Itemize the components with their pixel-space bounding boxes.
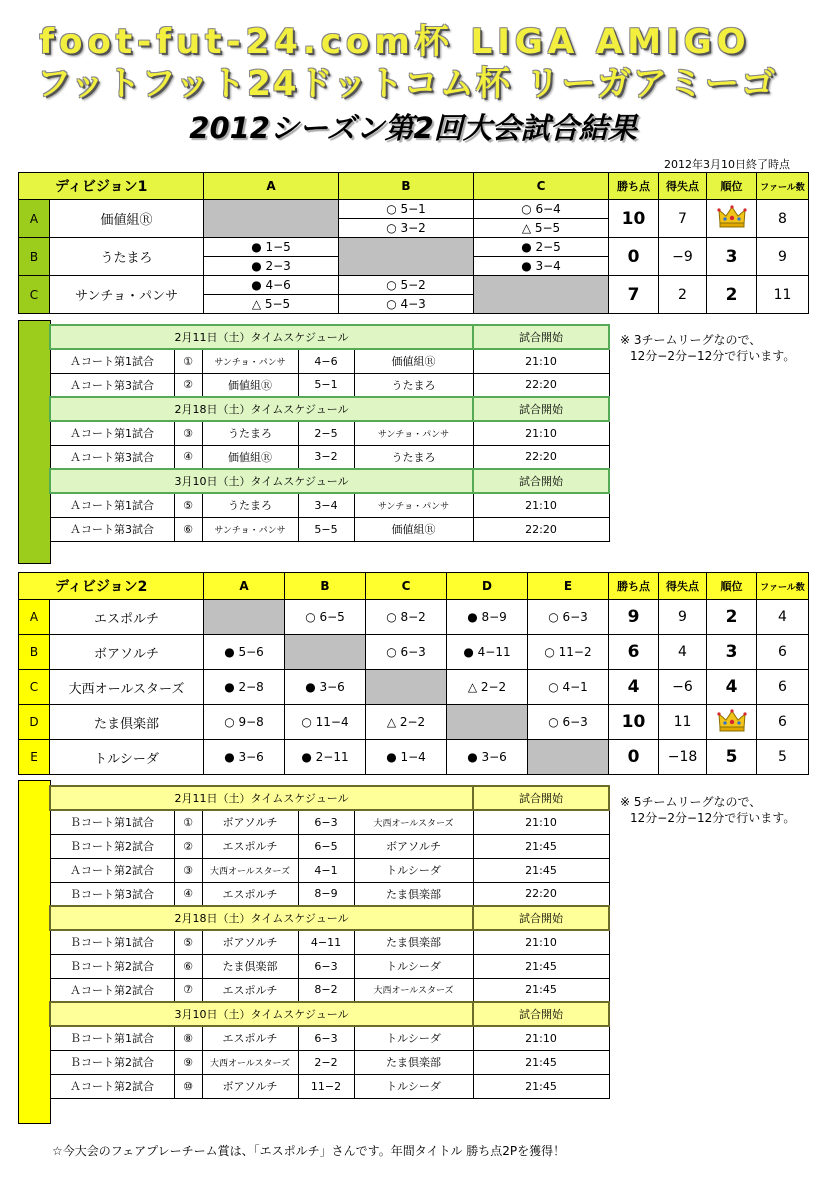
col-header: A xyxy=(204,173,339,200)
schedule-title: 3月10日（土）タイムスケジュール xyxy=(50,1002,473,1026)
start-time-header: 試合開始 xyxy=(473,786,609,810)
col-header: C xyxy=(474,173,609,200)
fouls: 4 xyxy=(757,600,809,635)
court-slot: Ａコート第3試合 xyxy=(50,373,174,397)
fouls: 6 xyxy=(757,670,809,705)
team-row xyxy=(19,635,809,670)
match-result: ● 1−4 xyxy=(366,740,447,775)
away-team: たま倶楽部 xyxy=(354,930,473,954)
schedule-game-row xyxy=(50,349,609,373)
fair-play-footer: ☆今大会のフェアプレーチーム賞は、「エスポルチ」さんです。年間タイトル 勝ち点2Pを獲得！ xyxy=(52,1144,566,1158)
schedule-header-row xyxy=(50,1002,609,1026)
goal-difference: 4 xyxy=(659,635,707,670)
division2-standings-table xyxy=(18,572,809,775)
rank: 3 xyxy=(707,635,757,670)
match-result: ○ 8−2 xyxy=(366,600,447,635)
match-number: ⑧ xyxy=(174,1026,202,1050)
court-slot: Ａコート第1試合 xyxy=(50,493,174,517)
match-result: ● 2−5 xyxy=(474,238,609,257)
match-result: ○ 6−5 xyxy=(285,600,366,635)
points: 6 xyxy=(609,635,659,670)
match-result: ○ 9−8 xyxy=(204,705,285,740)
match-number: ⑥ xyxy=(174,954,202,978)
match-result: ○ 3−2 xyxy=(339,219,474,238)
schedule-header-row xyxy=(50,397,609,421)
court-slot: Ａコート第2試合 xyxy=(50,858,174,882)
schedule-header-row xyxy=(50,786,609,810)
team-name: サンチョ・パンサ xyxy=(50,276,204,314)
match-number: ⑤ xyxy=(174,493,202,517)
match-number: ⑦ xyxy=(174,978,202,1002)
schedule-title: 3月10日（土）タイムスケジュール xyxy=(50,469,473,493)
col-header: ファール数 xyxy=(757,573,809,600)
team-key: B xyxy=(19,635,50,670)
division2-note xyxy=(620,794,795,826)
fouls: 5 xyxy=(757,740,809,775)
col-header: B xyxy=(285,573,366,600)
match-result: ○ 4−1 xyxy=(528,670,609,705)
match-number: ⑥ xyxy=(174,517,202,541)
fouls: 11 xyxy=(757,276,809,314)
team-row xyxy=(19,740,809,775)
match-number: ④ xyxy=(174,445,202,469)
team-name: エスポルチ xyxy=(50,600,204,635)
team-key: C xyxy=(19,276,50,314)
rank: 3 xyxy=(707,238,757,276)
away-team: トルシーダ xyxy=(354,954,473,978)
match-number: ② xyxy=(174,373,202,397)
goal-difference: −9 xyxy=(659,238,707,276)
team-name: 大西オールスターズ xyxy=(50,670,204,705)
schedule-game-row xyxy=(50,954,609,978)
home-team: たま倶楽部 xyxy=(202,954,298,978)
team-row xyxy=(19,670,809,705)
match-result: ● 4−6 xyxy=(204,276,339,295)
match-result: ○ 11−2 xyxy=(528,635,609,670)
col-header: E xyxy=(528,573,609,600)
away-team: トルシーダ xyxy=(354,1074,473,1098)
start-time: 21:10 xyxy=(473,930,609,954)
points: 10 xyxy=(609,200,659,238)
away-team: 大西オールスターズ xyxy=(354,810,473,834)
schedule-title: 2月11日（土）タイムスケジュール xyxy=(50,325,473,349)
as-of-date: 2012年3月10日終了時点 xyxy=(664,158,790,171)
score: 8−2 xyxy=(298,978,354,1002)
away-team: ボアソルチ xyxy=(354,834,473,858)
court-slot: Ａコート第1試合 xyxy=(50,421,174,445)
schedule-game-row xyxy=(50,834,609,858)
court-slot: Ｂコート第1試合 xyxy=(50,930,174,954)
court-slot: Ｂコート第2試合 xyxy=(50,1050,174,1074)
match-result: ○ 6−3 xyxy=(528,705,609,740)
team-name: たま倶楽部 xyxy=(50,705,204,740)
score: 5−1 xyxy=(298,373,354,397)
match-result: △ 5−5 xyxy=(474,219,609,238)
home-team: 大西オールスターズ xyxy=(202,1050,298,1074)
home-team: うたまろ xyxy=(202,493,298,517)
match-result: ● 3−6 xyxy=(204,740,285,775)
schedule-game-row xyxy=(50,421,609,445)
score: 11−2 xyxy=(298,1074,354,1098)
points: 10 xyxy=(609,705,659,740)
team-key: A xyxy=(19,200,50,238)
start-time-header: 試合開始 xyxy=(473,1002,609,1026)
away-team: たま倶楽部 xyxy=(354,1050,473,1074)
start-time: 21:45 xyxy=(473,1074,609,1098)
match-result: ● 2−3 xyxy=(204,257,339,276)
schedule-game-row xyxy=(50,373,609,397)
home-team: エスポルチ xyxy=(202,882,298,906)
match-result: ○ 4−3 xyxy=(339,295,474,314)
division1-standings-table xyxy=(18,172,809,314)
team-key: B xyxy=(19,238,50,276)
schedule-game-row xyxy=(50,858,609,882)
away-team: トルシーダ xyxy=(354,1026,473,1050)
match-result: ○ 6−3 xyxy=(528,600,609,635)
division1-schedule-table xyxy=(49,324,610,542)
start-time: 21:10 xyxy=(473,349,609,373)
goal-difference: −18 xyxy=(659,740,707,775)
division2-name: ディビジョン2 xyxy=(19,573,204,600)
match-result: ● 3−6 xyxy=(447,740,528,775)
match-result: ● 4−11 xyxy=(447,635,528,670)
start-time: 22:20 xyxy=(473,373,609,397)
court-slot: Ａコート第2試合 xyxy=(50,978,174,1002)
team-row xyxy=(19,705,809,740)
start-time: 21:45 xyxy=(473,954,609,978)
team-row xyxy=(19,200,809,219)
division2-side-strip xyxy=(18,780,51,1124)
title-english: foot-fut-24.com杯 LIGA AMIGO xyxy=(39,22,751,62)
division1-note xyxy=(620,332,795,364)
court-slot: Ｂコート第2試合 xyxy=(50,834,174,858)
home-team: 価値組Ⓡ xyxy=(202,373,298,397)
note-line: 12分−2分−12分で行います。 xyxy=(630,811,796,825)
match-number: ① xyxy=(174,810,202,834)
self-match-cell xyxy=(528,740,609,775)
match-number: ⑤ xyxy=(174,930,202,954)
goal-difference: −6 xyxy=(659,670,707,705)
home-team: ボアソルチ xyxy=(202,1074,298,1098)
match-result: ● 1−5 xyxy=(204,238,339,257)
match-result: ● 3−6 xyxy=(285,670,366,705)
rank: 4 xyxy=(707,670,757,705)
col-header: 勝ち点 xyxy=(609,173,659,200)
self-match-cell xyxy=(204,200,339,238)
score: 4−6 xyxy=(298,349,354,373)
self-match-cell xyxy=(474,276,609,314)
court-slot: Ｂコート第2試合 xyxy=(50,954,174,978)
division2-schedule-table xyxy=(49,785,610,1099)
court-slot: Ａコート第3試合 xyxy=(50,445,174,469)
self-match-cell xyxy=(339,238,474,276)
court-slot: Ｂコート第1試合 xyxy=(50,1026,174,1050)
schedule-game-row xyxy=(50,882,609,906)
schedule-game-row xyxy=(50,930,609,954)
away-team: 大西オールスターズ xyxy=(354,978,473,1002)
self-match-cell xyxy=(204,600,285,635)
home-team: うたまろ xyxy=(202,421,298,445)
schedule-title: 2月11日（土）タイムスケジュール xyxy=(50,786,473,810)
home-team: ボアソルチ xyxy=(202,930,298,954)
match-number: ⑩ xyxy=(174,1074,202,1098)
schedule-game-row xyxy=(50,978,609,1002)
goal-difference: 7 xyxy=(659,200,707,238)
col-header: C xyxy=(366,573,447,600)
col-header: B xyxy=(339,173,474,200)
match-number: ① xyxy=(174,349,202,373)
away-team: サンチョ・パンサ xyxy=(354,421,473,445)
crown-icon xyxy=(717,708,747,734)
col-header: ファール数 xyxy=(757,173,809,200)
note-line: ※ 3チームリーグなので、 xyxy=(620,333,762,347)
division1-name: ディビジョン1 xyxy=(19,173,204,200)
score: 2−2 xyxy=(298,1050,354,1074)
away-team: サンチョ・パンサ xyxy=(354,493,473,517)
court-slot: Ｂコート第1試合 xyxy=(50,810,174,834)
start-time-header: 試合開始 xyxy=(473,469,609,493)
match-number: ③ xyxy=(174,858,202,882)
start-time: 21:10 xyxy=(473,421,609,445)
start-time: 21:45 xyxy=(473,978,609,1002)
start-time: 21:10 xyxy=(473,1026,609,1050)
score: 6−5 xyxy=(298,834,354,858)
court-slot: Ａコート第1試合 xyxy=(50,349,174,373)
schedule-game-row xyxy=(50,810,609,834)
home-team: サンチョ・パンサ xyxy=(202,349,298,373)
points: 4 xyxy=(609,670,659,705)
schedule-title: 2月18日（土）タイムスケジュール xyxy=(50,397,473,421)
match-result: ○ 11−4 xyxy=(285,705,366,740)
start-time: 21:45 xyxy=(473,834,609,858)
team-key: C xyxy=(19,670,50,705)
fouls: 6 xyxy=(757,635,809,670)
start-time: 21:10 xyxy=(473,810,609,834)
points: 0 xyxy=(609,238,659,276)
start-time: 22:20 xyxy=(473,517,609,541)
schedule-header-row xyxy=(50,325,609,349)
title-japanese: フットフット24ドットコム杯 リーガアミーゴ xyxy=(37,64,777,104)
match-result: ● 2−11 xyxy=(285,740,366,775)
away-team: 価値組Ⓡ xyxy=(354,517,473,541)
away-team: うたまろ xyxy=(354,445,473,469)
team-name: トルシーダ xyxy=(50,740,204,775)
goal-difference: 9 xyxy=(659,600,707,635)
rank: 5 xyxy=(707,740,757,775)
schedule-game-row xyxy=(50,493,609,517)
col-header: 得失点 xyxy=(659,173,707,200)
away-team: うたまろ xyxy=(354,373,473,397)
home-team: エスポルチ xyxy=(202,834,298,858)
rank: 2 xyxy=(707,276,757,314)
division1-side-strip xyxy=(18,320,51,564)
team-name: うたまろ xyxy=(50,238,204,276)
col-header: 得失点 xyxy=(659,573,707,600)
court-slot: Ａコート第3試合 xyxy=(50,517,174,541)
self-match-cell xyxy=(285,635,366,670)
schedule-header-row xyxy=(50,906,609,930)
team-key: D xyxy=(19,705,50,740)
schedule-game-row xyxy=(50,445,609,469)
col-header: D xyxy=(447,573,528,600)
match-number: ④ xyxy=(174,882,202,906)
match-result: ○ 5−1 xyxy=(339,200,474,219)
col-header: A xyxy=(204,573,285,600)
match-result: ● 5−6 xyxy=(204,635,285,670)
match-number: ⑨ xyxy=(174,1050,202,1074)
court-slot: Ａコート第2試合 xyxy=(50,1074,174,1098)
away-team: 価値組Ⓡ xyxy=(354,349,473,373)
home-team: ボアソルチ xyxy=(202,810,298,834)
schedule-header-row xyxy=(50,469,609,493)
match-result: ○ 5−2 xyxy=(339,276,474,295)
match-result: ● 2−8 xyxy=(204,670,285,705)
team-key: A xyxy=(19,600,50,635)
rank-crown xyxy=(707,705,757,740)
team-name: ボアソルチ xyxy=(50,635,204,670)
match-result: △ 5−5 xyxy=(204,295,339,314)
home-team: エスポルチ xyxy=(202,978,298,1002)
crown-icon xyxy=(717,204,747,230)
schedule-title: 2月18日（土）タイムスケジュール xyxy=(50,906,473,930)
start-time: 21:45 xyxy=(473,1050,609,1074)
start-time: 22:20 xyxy=(473,445,609,469)
score: 2−5 xyxy=(298,421,354,445)
rank-crown xyxy=(707,200,757,238)
self-match-cell xyxy=(447,705,528,740)
team-row xyxy=(19,238,809,257)
score: 6−3 xyxy=(298,810,354,834)
points: 7 xyxy=(609,276,659,314)
note-line: 12分−2分−12分で行います。 xyxy=(630,349,796,363)
score: 8−9 xyxy=(298,882,354,906)
page-title: 2012シーズン第2回大会試合結果 xyxy=(189,111,637,145)
score: 6−3 xyxy=(298,954,354,978)
score: 3−4 xyxy=(298,493,354,517)
away-team: トルシーダ xyxy=(354,858,473,882)
fouls: 8 xyxy=(757,200,809,238)
match-result: ● 3−4 xyxy=(474,257,609,276)
match-result: ● 8−9 xyxy=(447,600,528,635)
home-team: サンチョ・パンサ xyxy=(202,517,298,541)
score: 4−11 xyxy=(298,930,354,954)
home-team: 価値組Ⓡ xyxy=(202,445,298,469)
score: 6−3 xyxy=(298,1026,354,1050)
goal-difference: 11 xyxy=(659,705,707,740)
col-header: 順位 xyxy=(707,573,757,600)
start-time-header: 試合開始 xyxy=(473,325,609,349)
start-time: 21:45 xyxy=(473,858,609,882)
points: 9 xyxy=(609,600,659,635)
match-result: △ 2−2 xyxy=(447,670,528,705)
match-result: △ 2−2 xyxy=(366,705,447,740)
court-slot: Ｂコート第3試合 xyxy=(50,882,174,906)
fouls: 6 xyxy=(757,705,809,740)
points: 0 xyxy=(609,740,659,775)
note-line: ※ 5チームリーグなので、 xyxy=(620,795,762,809)
schedule-game-row xyxy=(50,1026,609,1050)
team-name: 価値組Ⓡ xyxy=(50,200,204,238)
rank: 2 xyxy=(707,600,757,635)
match-number: ③ xyxy=(174,421,202,445)
team-row xyxy=(19,600,809,635)
start-time-header: 試合開始 xyxy=(473,397,609,421)
score: 3−2 xyxy=(298,445,354,469)
team-key: E xyxy=(19,740,50,775)
col-header: 順位 xyxy=(707,173,757,200)
home-team: 大西オールスターズ xyxy=(202,858,298,882)
score: 5−5 xyxy=(298,517,354,541)
schedule-game-row xyxy=(50,1074,609,1098)
away-team: たま倶楽部 xyxy=(354,882,473,906)
start-time: 21:10 xyxy=(473,493,609,517)
match-number: ② xyxy=(174,834,202,858)
goal-difference: 2 xyxy=(659,276,707,314)
start-time: 22:20 xyxy=(473,882,609,906)
match-result: ○ 6−4 xyxy=(474,200,609,219)
self-match-cell xyxy=(366,670,447,705)
fouls: 9 xyxy=(757,238,809,276)
col-header: 勝ち点 xyxy=(609,573,659,600)
score: 4−1 xyxy=(298,858,354,882)
team-row xyxy=(19,276,809,295)
match-result: ○ 6−3 xyxy=(366,635,447,670)
start-time-header: 試合開始 xyxy=(473,906,609,930)
schedule-game-row xyxy=(50,1050,609,1074)
schedule-game-row xyxy=(50,517,609,541)
home-team: エスポルチ xyxy=(202,1026,298,1050)
